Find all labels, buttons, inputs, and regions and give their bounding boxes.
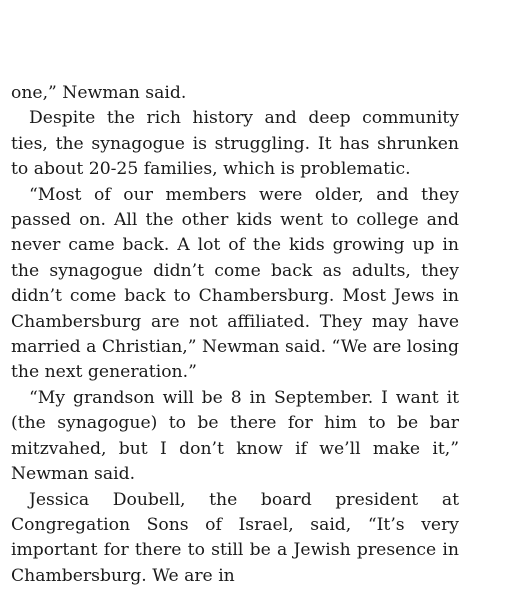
paragraph-1: one,” Newman said. <box>11 81 459 106</box>
paragraph-3: “Most of our members were older, and they passed on. All the other kids went to college and never came back. A lot of the kids growing up in the synagogue didn’t come back as adults, they didn’t come back to Chambersburg. Most Jews in Chambersburg are not affiliated. They may have married a Christian,” Newman said. “We are losing the next generation.” <box>11 183 459 386</box>
paragraph-2: Despite the rich history and deep community ties, the synagogue is struggling. It has shrunken to about 20-25 families, which is problematic. <box>11 106 459 182</box>
paragraph-4: “My grandson will be 8 in September. I want it (the synagogue) to be there for him to be bar mitzvahed, but I don’t know if we’ll make it,” Newman said. <box>11 386 459 488</box>
article-column <box>11 81 459 589</box>
paragraph-5: Jessica Doubell, the board president at Congregation Sons of Israel, said, “It’s very important for there to still be a Jewish presence in Chambersburg. We are in <box>11 488 459 589</box>
